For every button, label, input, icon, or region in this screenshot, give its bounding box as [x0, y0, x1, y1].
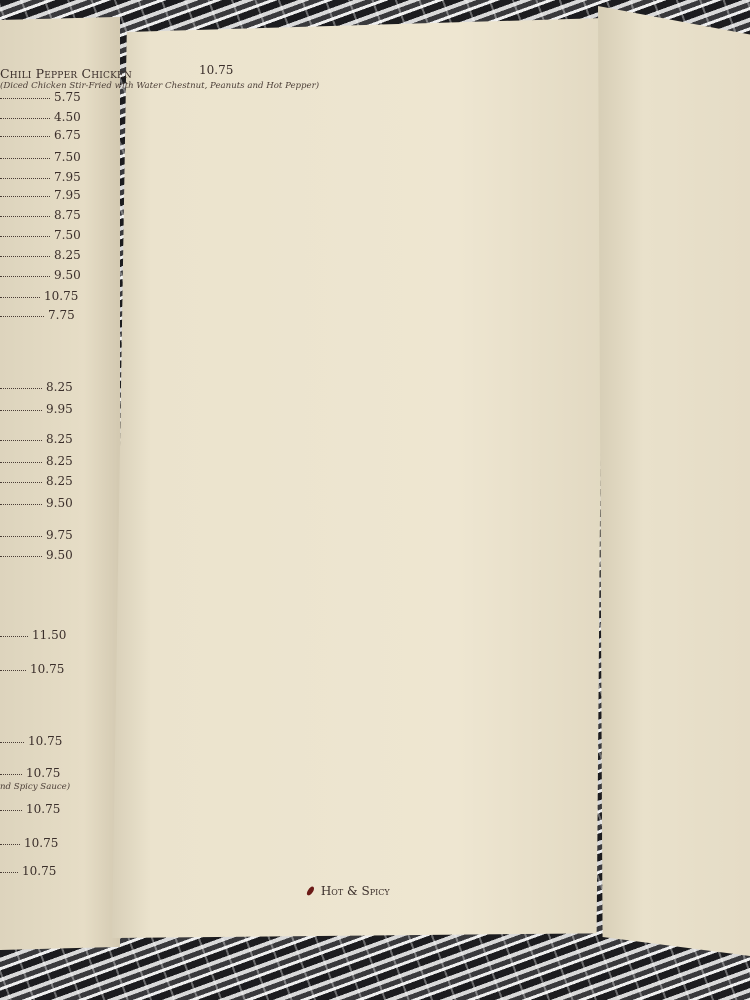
- menu-item-name: Chili Pepper Chicken: [0, 66, 132, 81]
- left-price: 9.75: [46, 528, 73, 542]
- left-price: 10.75: [26, 802, 61, 816]
- leader-dots: [0, 810, 22, 811]
- left-price: 10.75: [30, 662, 65, 676]
- left-price: 10.75: [24, 836, 59, 850]
- leader-dots: [0, 742, 24, 743]
- leader-dots: [0, 462, 42, 463]
- leader-dots: [0, 556, 42, 557]
- leader-dots: [0, 216, 50, 217]
- leader-dots: [0, 536, 42, 537]
- leader-dots: [0, 236, 50, 237]
- leader-dots: [0, 388, 42, 389]
- left-price: 8.25: [46, 432, 73, 446]
- left-price: 11.50: [32, 628, 67, 642]
- leader-dots: [0, 482, 42, 483]
- leader-dots: [0, 196, 50, 197]
- left-price: 7.75: [48, 308, 75, 322]
- left-price: 10.75: [44, 289, 79, 303]
- leader-dots: [0, 410, 42, 411]
- leader-dots: [0, 636, 28, 637]
- left-price: 4.50: [54, 110, 81, 124]
- left-price: 10.75: [22, 864, 57, 878]
- left-price: 9.50: [46, 548, 73, 562]
- left-price: 8.25: [46, 454, 73, 468]
- leader-dots: [0, 316, 44, 317]
- menu-item-price: 10.75: [199, 63, 234, 77]
- leader-dots: [0, 670, 26, 671]
- left-price: 7.95: [54, 170, 81, 184]
- left-price: 7.95: [54, 188, 81, 202]
- left-price: 8.25: [54, 248, 81, 262]
- leader-dots: [0, 158, 50, 159]
- left-price: 8.75: [54, 208, 81, 222]
- leader-dots: [0, 178, 50, 179]
- menu-middle-panel: [112, 18, 604, 952]
- leader-dots: [0, 872, 18, 873]
- left-price: 7.50: [54, 150, 81, 164]
- left-price: 10.75: [28, 734, 63, 748]
- left-price: 10.75: [26, 766, 61, 780]
- leader-dots: [0, 136, 50, 137]
- left-price: 9.50: [46, 496, 73, 510]
- left-price: 7.50: [54, 228, 81, 242]
- left-price: 9.95: [46, 402, 73, 416]
- left-fragment-desc: nd Spicy Sauce): [0, 782, 71, 792]
- leader-dots: [0, 118, 50, 119]
- legend: [312, 884, 390, 898]
- leader-dots: [0, 504, 42, 505]
- left-price: 8.25: [46, 474, 73, 488]
- leader-dots: [0, 98, 50, 99]
- left-price: 5.75: [54, 90, 81, 104]
- leader-dots: [0, 774, 22, 775]
- left-price: 9.50: [54, 268, 81, 282]
- left-price: 8.25: [46, 380, 73, 394]
- menu-item-description: (Diced Chicken Stir-Fried with Water Chestnut, Peanuts and Hot Pepper): [0, 81, 320, 91]
- leader-dots: [0, 297, 40, 298]
- legend-label: Hot & Spicy: [320, 884, 390, 898]
- left-price: 6.75: [54, 128, 81, 142]
- leader-dots: [0, 440, 42, 441]
- menu-right-panel: [598, 6, 750, 956]
- leader-dots: [0, 256, 50, 257]
- leader-dots: [0, 276, 50, 277]
- leader-dots: [0, 844, 20, 845]
